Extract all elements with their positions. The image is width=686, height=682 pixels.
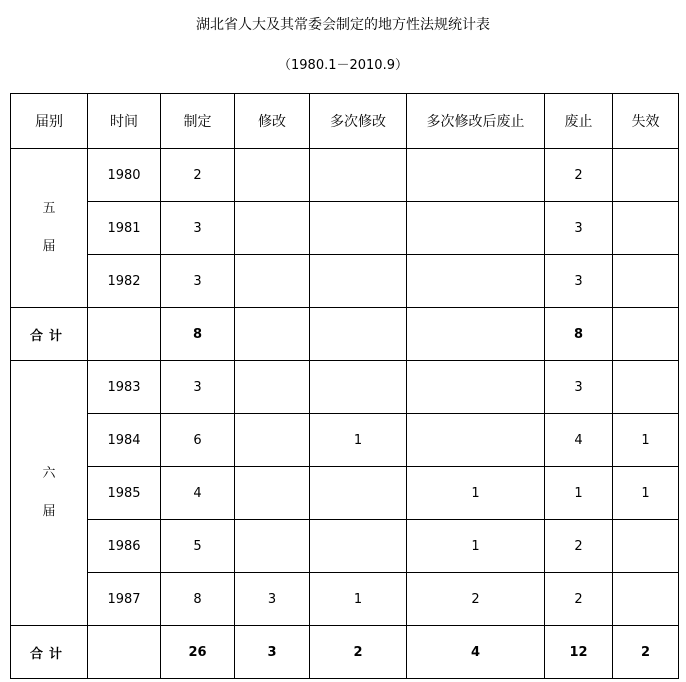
cell-amend: 3: [235, 573, 310, 626]
cell-multi-amend: [310, 202, 407, 255]
cell-invalid: [613, 573, 679, 626]
cell-invalid: 1: [613, 414, 679, 467]
cell-multi-amend-repeal: 4: [407, 626, 545, 679]
cell-repeal: 2: [545, 573, 613, 626]
cell-year: 1984: [88, 414, 161, 467]
cell-repeal: 8: [545, 308, 613, 361]
cell-amend: [235, 414, 310, 467]
cell-multi-amend-repeal: [407, 255, 545, 308]
cell-year: 1987: [88, 573, 161, 626]
cell-invalid: [613, 361, 679, 414]
cell-repeal: 12: [545, 626, 613, 679]
cell-repeal: 3: [545, 202, 613, 255]
cell-enact: 5: [161, 520, 235, 573]
cell-multi-amend-repeal: 1: [407, 520, 545, 573]
table-row: [11, 573, 679, 626]
cell-repeal: 2: [545, 520, 613, 573]
table-row: [11, 255, 679, 308]
header-invalid: 失效: [613, 94, 679, 149]
cell-year: 1986: [88, 520, 161, 573]
header-term: 届别: [11, 94, 88, 149]
header-multi-amend-repeal: 多次修改后废止: [407, 94, 545, 149]
cell-multi-amend-repeal: [407, 308, 545, 361]
total-row: [11, 626, 679, 679]
table-row: [11, 149, 679, 202]
cell-enact: 4: [161, 467, 235, 520]
cell-year: [88, 308, 161, 361]
cell-multi-amend-repeal: 2: [407, 573, 545, 626]
header-row: [11, 94, 679, 149]
term-cell-5: 五 届: [11, 149, 88, 308]
cell-amend: [235, 467, 310, 520]
cell-invalid: [613, 202, 679, 255]
header-repeal: 废止: [545, 94, 613, 149]
cell-enact: 3: [161, 361, 235, 414]
cell-enact: 3: [161, 255, 235, 308]
page-title: 湖北省人大及其常委会制定的地方性法规统计表: [196, 17, 490, 33]
cell-multi-amend-repeal: [407, 361, 545, 414]
page-subtitle: （1980.1－2010.9）: [278, 58, 408, 73]
statistics-table: [10, 93, 679, 679]
table-row: [11, 520, 679, 573]
table-row: [11, 202, 679, 255]
cell-invalid: 2: [613, 626, 679, 679]
header-amend: 修改: [235, 94, 310, 149]
cell-invalid: [613, 149, 679, 202]
cell-amend: 3: [235, 626, 310, 679]
cell-multi-amend-repeal: [407, 149, 545, 202]
cell-invalid: 1: [613, 467, 679, 520]
term-cell-6: 六 届: [11, 361, 88, 626]
cell-enact: 8: [161, 573, 235, 626]
cell-multi-amend-repeal: 1: [407, 467, 545, 520]
table-row: [11, 414, 679, 467]
cell-multi-amend: [310, 520, 407, 573]
header-enact: 制定: [161, 94, 235, 149]
cell-amend: [235, 255, 310, 308]
cell-repeal: 1: [545, 467, 613, 520]
total-label: 合计: [11, 626, 88, 679]
cell-invalid: [613, 308, 679, 361]
total-label: 合计: [11, 308, 88, 361]
cell-repeal: 3: [545, 361, 613, 414]
cell-repeal: 2: [545, 149, 613, 202]
cell-invalid: [613, 520, 679, 573]
cell-year: 1983: [88, 361, 161, 414]
total-row: [11, 308, 679, 361]
cell-year: [88, 626, 161, 679]
cell-multi-amend: 2: [310, 626, 407, 679]
cell-amend: [235, 308, 310, 361]
cell-invalid: [613, 255, 679, 308]
cell-year: 1980: [88, 149, 161, 202]
cell-amend: [235, 149, 310, 202]
cell-multi-amend: [310, 467, 407, 520]
cell-multi-amend-repeal: [407, 414, 545, 467]
cell-year: 1985: [88, 467, 161, 520]
cell-multi-amend-repeal: [407, 202, 545, 255]
cell-multi-amend: [310, 361, 407, 414]
cell-amend: [235, 520, 310, 573]
cell-enact: 6: [161, 414, 235, 467]
cell-multi-amend: [310, 255, 407, 308]
cell-amend: [235, 202, 310, 255]
cell-multi-amend: [310, 149, 407, 202]
cell-repeal: 3: [545, 255, 613, 308]
cell-multi-amend: 1: [310, 414, 407, 467]
cell-multi-amend: [310, 308, 407, 361]
table-row: [11, 467, 679, 520]
table-row: [11, 361, 679, 414]
cell-amend: [235, 361, 310, 414]
header-multi-amend: 多次修改: [310, 94, 407, 149]
cell-enact: 26: [161, 626, 235, 679]
cell-year: 1982: [88, 255, 161, 308]
header-time: 时间: [88, 94, 161, 149]
cell-year: 1981: [88, 202, 161, 255]
cell-enact: 8: [161, 308, 235, 361]
cell-enact: 3: [161, 202, 235, 255]
cell-multi-amend: 1: [310, 573, 407, 626]
cell-repeal: 4: [545, 414, 613, 467]
cell-enact: 2: [161, 149, 235, 202]
